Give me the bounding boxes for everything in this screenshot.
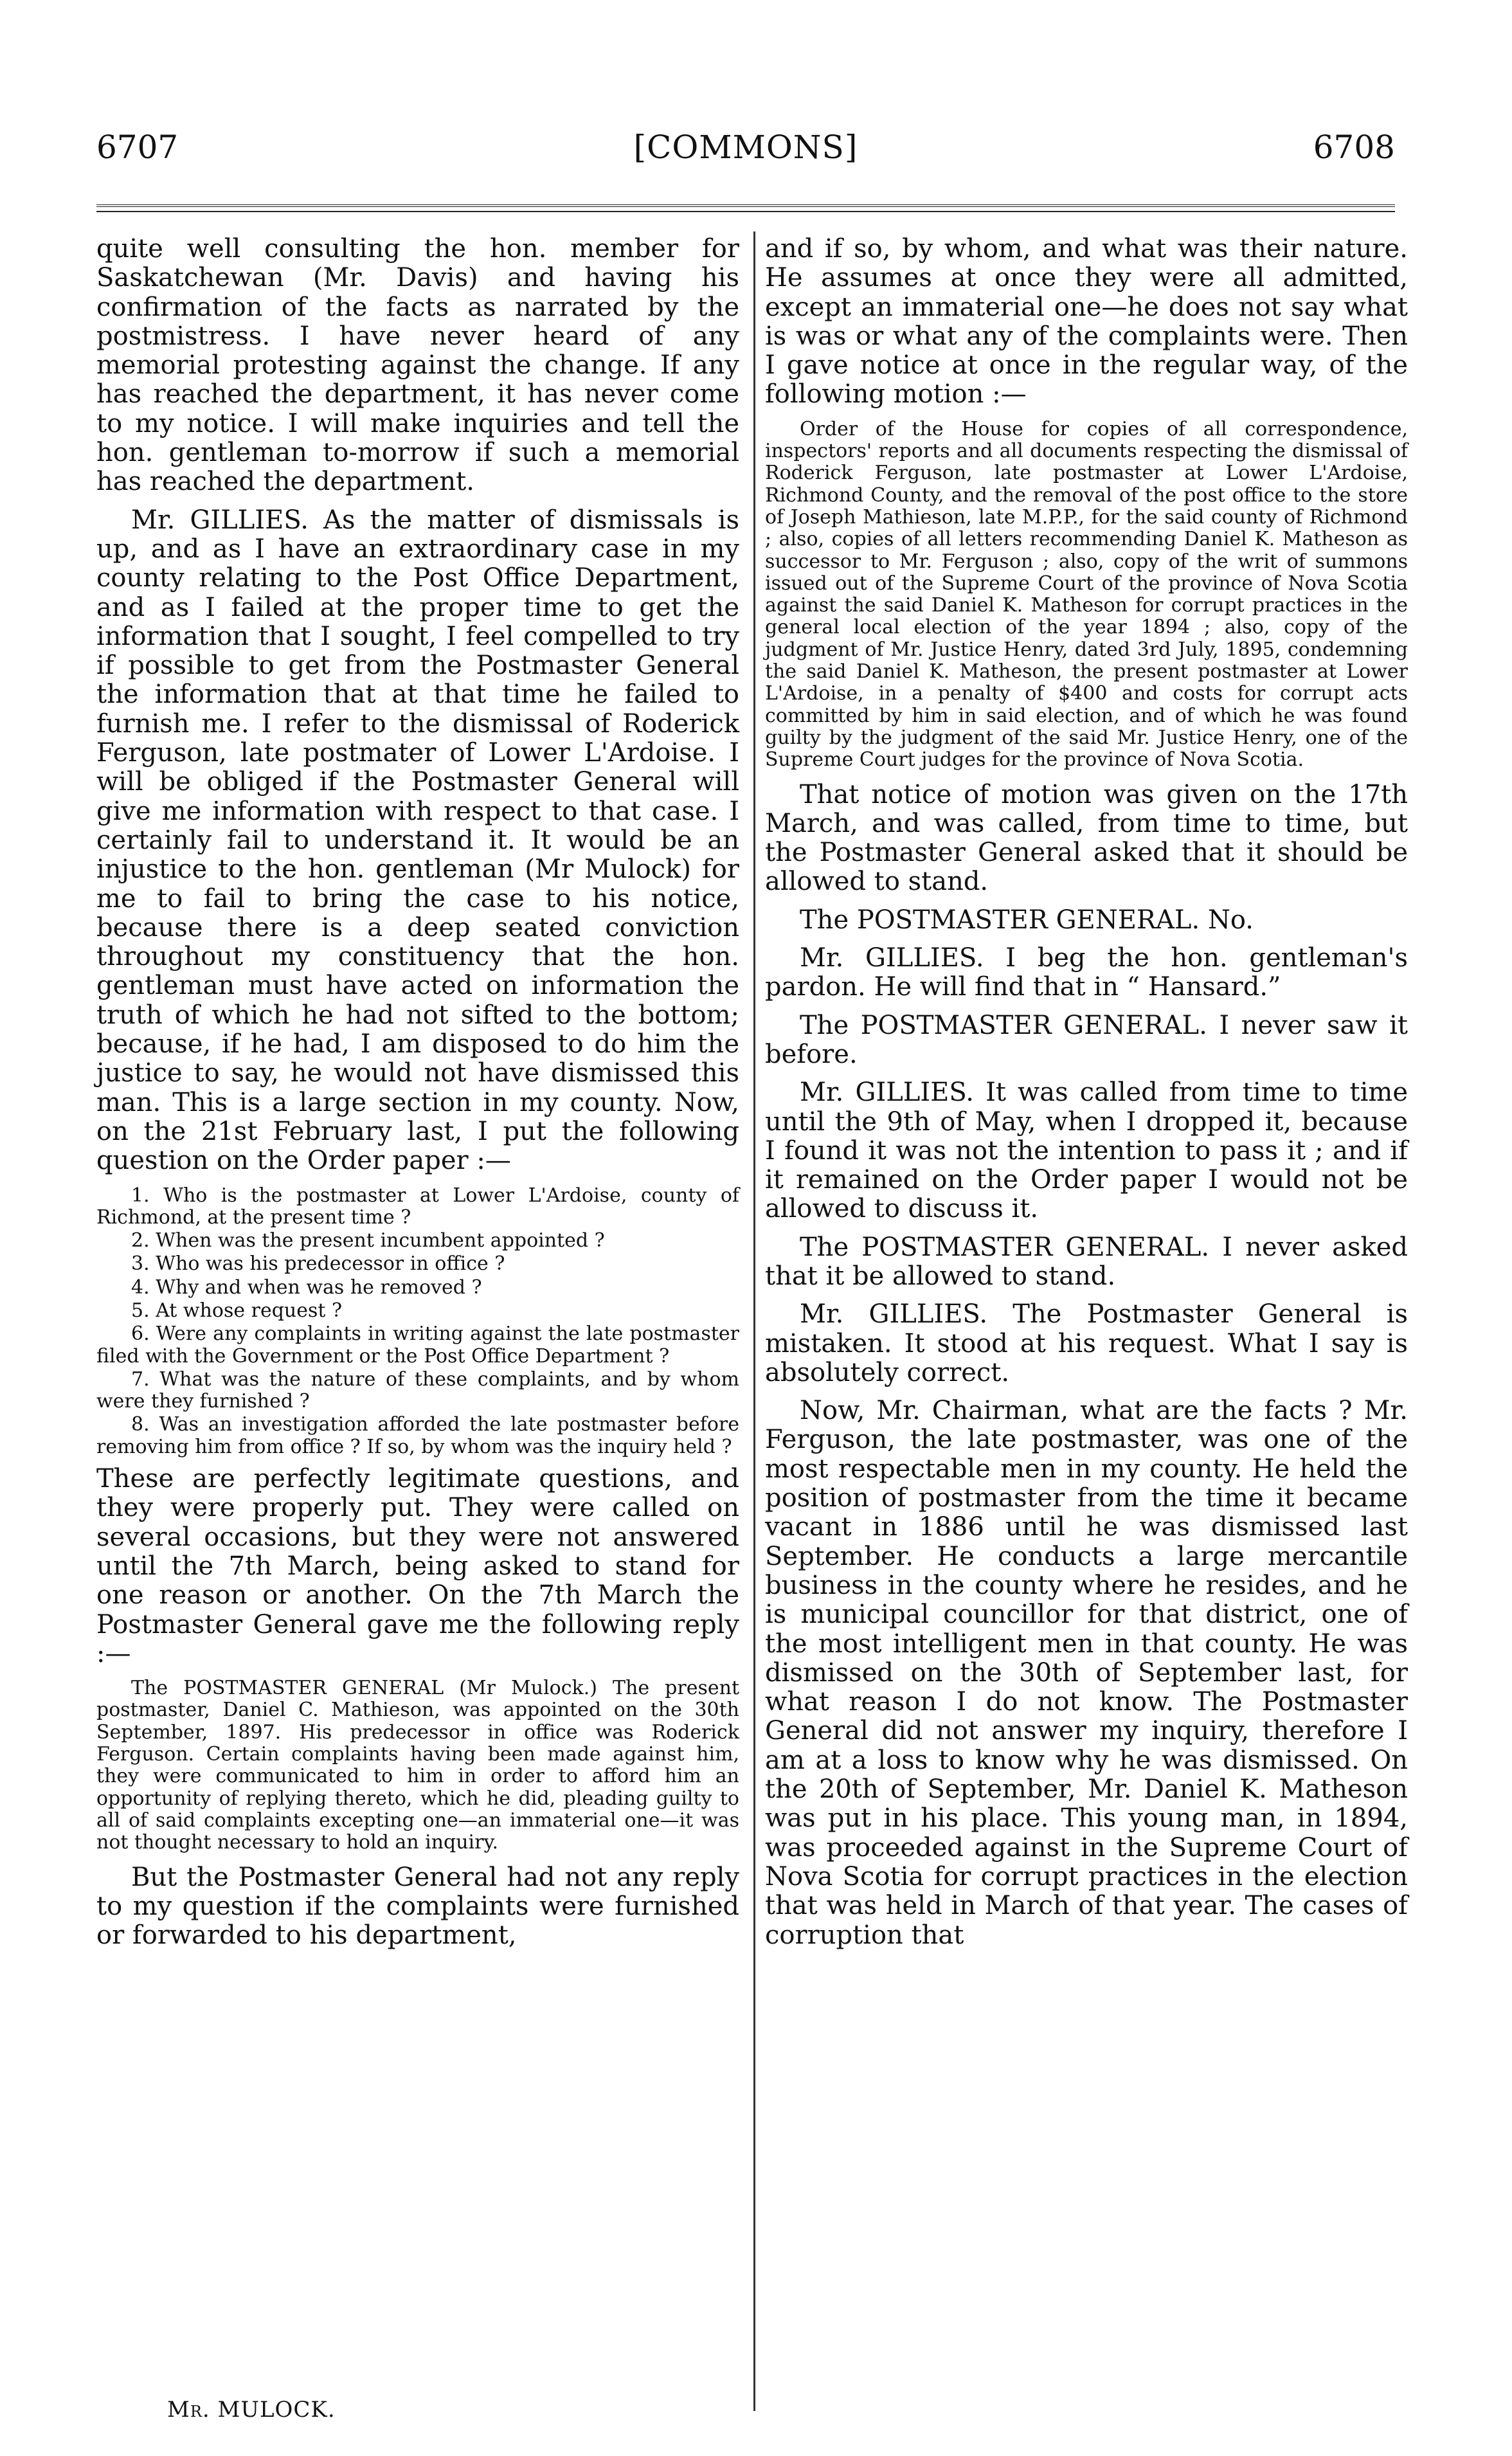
question-item: 1. Who is the postmaster at Lower L'Ardoise, county of Richmond, at the present time ? bbox=[96, 1184, 739, 1229]
motion-text: Order of the House for copies of all correspondence, inspectors' reports and all documents respecting the dismissal of Roderick Ferguson, late postmaster at Lower L'Ardoise, Richmond County, and the removal of the post office to the store of Joseph Mathieson, late M.P.P., for the said county of Richmond ; also, copies of all letters recommending Daniel K. Matheson as successor to Mr. Ferguson ; also, copy of the writ of summons issued out of the Supreme Court of the province of Nova Scotia against the said Daniel K. Matheson for corrupt practices in the general local election of the year 1894 ; also, copy of the judgment of Mr. Justice Henry, dated 3rd July, 1895, condemning the said Daniel K. Matheson, the present postmaster at Lower L'Ardoise, in a penalty of $400 and costs for corrupt acts committed by him in said election, and of which he was found guilty by the judgment of the said Mr. Justice Henry, one of the Supreme Court judges for the province of Nova Scotia. bbox=[765, 417, 1408, 772]
page-header bbox=[96, 129, 1395, 186]
paragraph: The POSTMASTER GENERAL. No. bbox=[800, 905, 1254, 935]
question-item: 7. What was the nature of these complaints, and by whom were they furnished ? bbox=[96, 1368, 739, 1413]
running-head: [COMMONS] bbox=[633, 129, 858, 166]
signature-line: Mr. MULOCK. bbox=[167, 2397, 336, 2423]
question-list bbox=[96, 1185, 739, 1459]
paragraph: The POSTMASTER GENERAL. I never saw it before. bbox=[765, 1010, 1408, 1069]
paragraph: Mr. GILLIES. The Postmaster General is mistaken. It stood at his request. What I say is absolutely correct. bbox=[765, 1299, 1408, 1387]
right-column bbox=[765, 235, 1408, 1959]
question-item: 3. Who was his predecessor in office ? bbox=[131, 1252, 505, 1276]
page-number-right: 6708 bbox=[1313, 129, 1395, 166]
question-item: 8. Was an investigation afforded the late postmaster before removing him from office ? If so, by whom was the inquiry held ? bbox=[96, 1413, 739, 1458]
question-item: 6. Were any complaints in writing against the late postmaster filed with the Government or the Post Office Department ? bbox=[96, 1323, 739, 1368]
paragraph: But the Postmaster General had not any reply to my question if the complaints were furnished or forwarded to his department, bbox=[96, 1862, 739, 1951]
question-item: 5. At whose request ? bbox=[131, 1299, 343, 1322]
paragraph: The POSTMASTER GENERAL. I never asked that it be allowed to stand. bbox=[765, 1232, 1408, 1291]
paragraph: Mr. GILLIES. It was called from time to time until the 9th of May, when I dropped it, because I found it was not the intention to pass it ; and if it remained on the Order paper I would not be allowed to discuss it. bbox=[765, 1078, 1408, 1224]
header-rule bbox=[96, 204, 1395, 212]
paragraph: Now, Mr. Chairman, what are the facts ? Mr. Ferguson, the late postmaster, was one of the most respectable men in my county. He held the position of postmaster from the time it became vacant in 1886 until he was dismissed last September. He conducts a large mercantile business in the county where he resides, and he is municipal councillor for that district, one of the most intelligent men in that county. He was dismissed on the 30th of September last, for what reason I do not know. The Postmaster General did not answer my inquiry, therefore I am at a loss to know why he was dismissed. On the 20th of September, Mr. Daniel K. Matheson was put in his place. This young man, in 1894, was proceeded against in the Supreme Court of Nova Scotia for corrupt practices in the election that was held in March of that year. The cases of corruption that bbox=[765, 1396, 1408, 1950]
paragraph: quite well consulting the hon. member for Saskatchewan (Mr. Davis) and having his confirmation of the facts as narrated by the postmistress. I have never heard of any memorial protesting against the change. If any has reached the department, it has never come to my notice. I will make inquiries and tell the hon. gentleman to-morrow if such a memorial has reached the department. bbox=[96, 234, 739, 497]
paragraph: That notice of motion was given on the 17th March, and was called, from time to time, but the Postmaster General asked that it should be allowed to stand. bbox=[765, 779, 1408, 897]
column-divider bbox=[753, 231, 755, 2411]
paragraph: These are perfectly legitimate questions, and they were properly put. They were called on several occasions, but they were not answered until the 7th March, being asked to stand for one reason or another. On the 7th March the Postmaster General gave me the following reply :— bbox=[96, 1464, 739, 1668]
left-column bbox=[96, 235, 739, 1959]
paragraph: Mr. GILLIES. As the matter of dismissals is up, and as I have an extraordinary case in my county relating to the Post Office Department, and as I failed at the proper time to get the information that I sought, I feel compelled to try if possible to get from the Postmaster General the information that at that time he failed to furnish me. I refer to the dismissal of Roderick Ferguson, late postmater of Lower L'Ardoise. I will be obliged if the Postmaster General will give me information with respect to that case. I certainly fail to understand it. It would be an injustice to the hon. gentleman (Mr Mulock) for me to fail to bring the case to his notice, because there is a deep seated conviction throughout my constituency that the hon. gentleman must have acted on information the truth of which he had not sifted to the bottom; because, if he had, I am disposed to do him the justice to say, he would not have dismissed this man. This is a large section in my county. Now, on the 21st February last, I put the following question on the Order paper :— bbox=[96, 505, 739, 1176]
quoted-reply: The POSTMASTER GENERAL (Mr Mulock.) The present postmaster, Daniel C. Mathieson, was appointed on the 30th September, 1897. His predecessor in office was Roderick Ferguson. Certain complaints having been made against him, they were communicated to him in order to afford him an opportunity of replying thereto, which he did, pleading guilty to all of said complaints excepting one—an immaterial one—it was not thought necessary to hold an inquiry. bbox=[96, 1677, 739, 1854]
page-number-left: 6707 bbox=[96, 129, 179, 166]
paragraph: and if so, by whom, and what was their nature. He assumes at once they were all admitted, except an immaterial one—he does not say what is was or what any of the complaints were. Then I gave notice at once in the regular way, of the following motion :— bbox=[765, 234, 1408, 410]
question-item: 2. When was the present incumbent appointed ? bbox=[131, 1229, 605, 1252]
question-item: 4. Why and when was he removed ? bbox=[131, 1276, 482, 1299]
paragraph: Mr. GILLIES. I beg the hon. gentleman's pardon. He will find that in “ Hansard.” bbox=[765, 943, 1408, 1002]
